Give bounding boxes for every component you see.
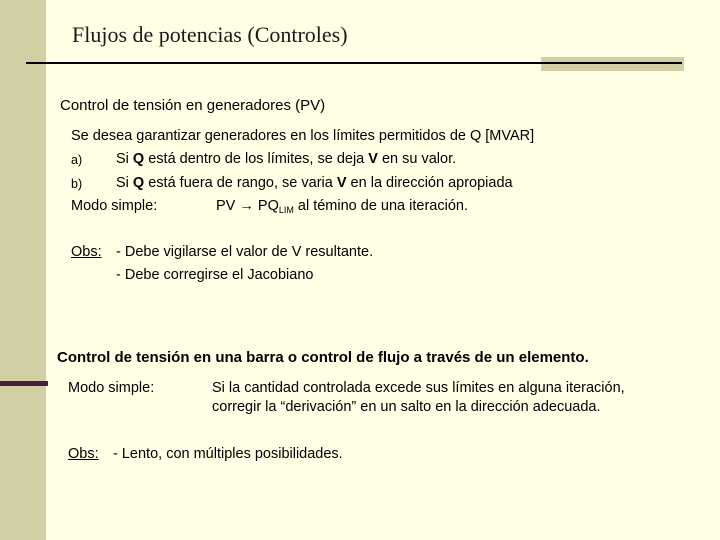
obs-line-2: - Debe corregirse el Jacobiano: [116, 267, 314, 283]
obs-label: Obs:: [71, 244, 102, 260]
modo-simple-text: PV → $PQ_{LIM}$ al témino de una iteración.: [216, 198, 468, 215]
item-a-text: Si Q está dentro de los límites, se deja V en su valor.: [116, 151, 457, 167]
section2-modo-label: Modo simple:: [68, 380, 155, 396]
arrow-icon: →: [239, 198, 254, 214]
slide-title: Flujos de potencias (Controles): [72, 22, 348, 47]
item-a-marker: a): [71, 153, 83, 167]
modo-simple-label: Modo simple:: [71, 198, 158, 214]
section2-modo-line-2: corregir la “derivación” en un salto en la dirección adecuada.: [212, 399, 601, 415]
section1-intro: Se desea garantizar generadores en los límites permitidos de Q [MVAR]: [71, 128, 535, 144]
section2-obs-text: - Lento, con múltiples posibilidades.: [113, 446, 343, 462]
obs-line-1: - Debe vigilarse el valor de V resultante.: [116, 244, 374, 260]
sidebar-band: [0, 0, 46, 540]
section2-modo-line-1: Si la cantidad controlada excede sus límites en alguna iteración,: [212, 380, 625, 396]
title-rule: [26, 62, 682, 64]
sidebar-accent-rule: [0, 381, 48, 386]
section2-heading: Control de tensión en una barra o control de flujo a través de un elemento.: [57, 349, 589, 366]
section1-heading: Control de tensión en generadores (PV): [60, 97, 326, 114]
item-b-text: Si Q está fuera de rango, se varia V en la dirección apropiada: [116, 175, 513, 191]
title-rule-accent: [541, 57, 684, 71]
section2-obs-label: Obs:: [68, 446, 99, 462]
item-b-marker: b): [71, 177, 83, 191]
